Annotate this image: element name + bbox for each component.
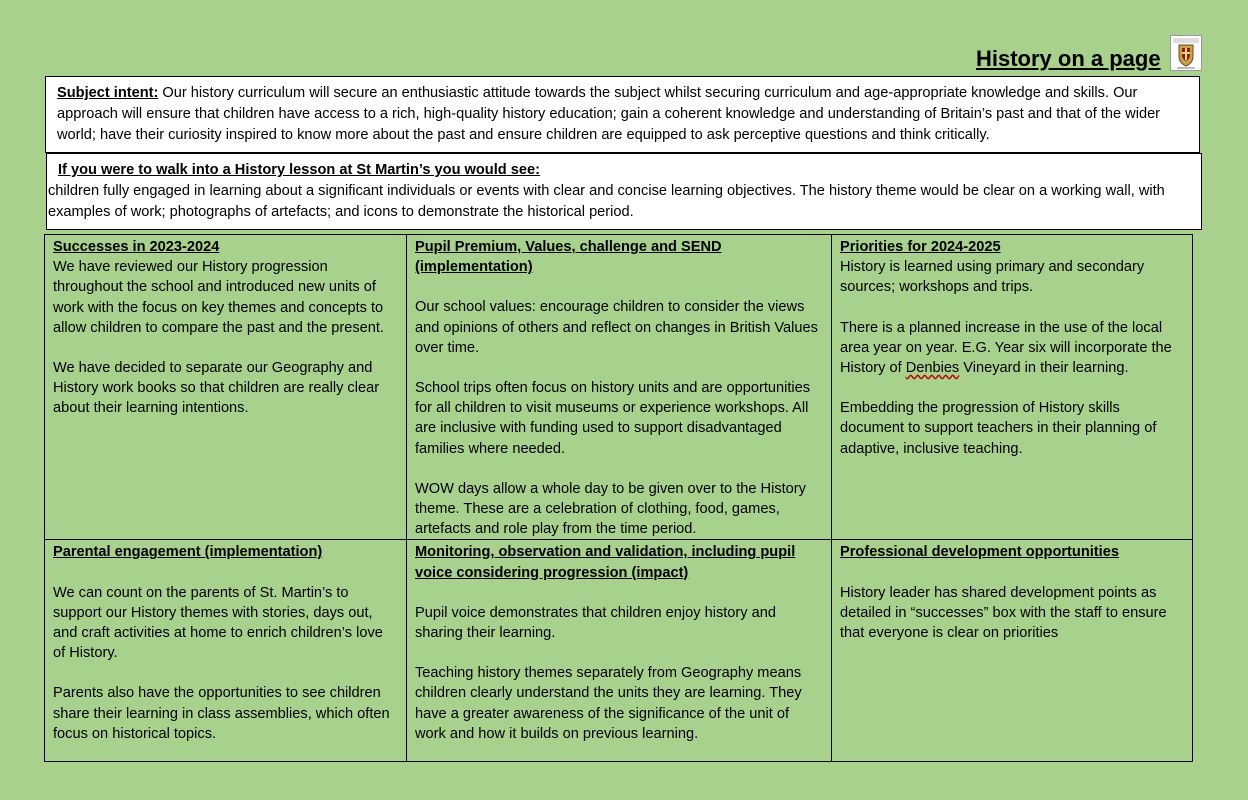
history-lesson-label: If you were to walk into a History lesson at St Martin’s you would see: xyxy=(58,162,540,178)
pupil-premium-cell xyxy=(407,235,832,540)
parental-engagement-paragraph: Parents also have the opportunities to see children share their learning in class assemblies, which often focus on historical topics. xyxy=(53,685,390,742)
priorities-paragraph: Embedding the progression of History skills document to support teachers in their planning of adaptive, inclusive teaching. xyxy=(840,400,1157,457)
summary-grid xyxy=(44,234,1193,762)
monitoring-paragraph: Teaching history themes separately from Geography means children clearly understand the units they are learning. They have a greater awareness of the significance of the unit of work and how it builds on previous learning. xyxy=(415,665,802,742)
pupil-premium-paragraph: School trips often focus on history units and are opportunities for all children to visit museums or experience workshops. All are inclusive with funding used to support disadvantaged families where needed. xyxy=(415,380,811,457)
monitoring-cell xyxy=(407,540,832,762)
professional-development-paragraph: History leader has shared development points as detailed in “successes” box with the staff to ensure that everyone is clear on priorities xyxy=(840,584,1167,642)
priorities-paragraph: History is learned using primary and secondary sources; workshops and trips. xyxy=(840,259,1145,296)
priorities-cell xyxy=(832,235,1193,540)
professional-development-cell xyxy=(832,540,1193,762)
spellcheck-word: Denbies xyxy=(905,360,960,377)
pupil-premium-paragraph: Our school values: encourage children to consider the views and opinions of others and reflect on changes in British Values over time. xyxy=(415,299,818,356)
successes-paragraph: We have reviewed our History progression throughout the school and introduced new units of work with the focus on key themes and concepts to allow children to compare the past and the present. xyxy=(53,259,384,336)
priorities-paragraph: There is a planned increase in the use of the local area year on year. E.G. Year six will incorporate the History of Denbies Vineyard in their learning. xyxy=(840,319,1172,377)
parental-engagement-paragraph: We can count on the parents of St. Martin’s to support our History themes with stories, days out, and craft activities at home to enrich children’s love of History. xyxy=(53,584,383,662)
successes-paragraph: We have decided to separate our Geography and History work books so that children are really clear about their learning intentions. xyxy=(53,360,380,417)
parental-engagement-cell xyxy=(45,540,407,762)
pupil-premium-paragraph: WOW days allow a whole day to be given over to the History theme. These are a celebration of clothing, food, games, artefacts and role play from the time period. xyxy=(415,480,806,538)
subject-intent-text: Our history curriculum will secure an enthusiastic attitude towards the subject whilst securing curriculum and age-appropriate knowledge and skills. Our approach will ensure that children have access to a rich, high-quality history education; gain a coherent knowledge and understanding of Britain’s past and that of the wider world; have their curiosity inspired to know more about the past and ensure children are equipped to ask perceptive questions and think critically. xyxy=(57,85,1161,143)
school-crest-logo xyxy=(1170,35,1202,71)
history-lesson-box xyxy=(46,153,1202,230)
monitoring-paragraph: Pupil voice demonstrates that children enjoy history and sharing their learning. xyxy=(415,604,776,642)
history-lesson-text: children fully engaged in learning about a significant individuals or events with clear and concise learning objectives. The history theme would be clear on a working wall, with examples of work; photographs of artefacts; and icons to demonstrate the historical period. xyxy=(48,183,1165,220)
parental-engagement-title: Parental engagement (implementation) xyxy=(53,544,323,561)
monitoring-title: Monitoring, observation and validation, including pupil voice considering progression (impact) xyxy=(415,544,796,581)
subject-intent-label: Subject intent: xyxy=(57,85,159,101)
priorities-title: Priorities for 2024-2025 xyxy=(840,239,1001,255)
successes-cell xyxy=(45,235,407,540)
page-title: History on a page xyxy=(976,46,1161,71)
crest-icon xyxy=(1171,36,1201,70)
pupil-premium-title: Pupil Premium, Values, challenge and SEND (implementation) xyxy=(415,239,722,276)
successes-title: Successes in 2023-2024 xyxy=(53,239,220,255)
professional-development-title: Professional development opportunities xyxy=(840,544,1119,561)
subject-intent-box xyxy=(45,76,1200,153)
